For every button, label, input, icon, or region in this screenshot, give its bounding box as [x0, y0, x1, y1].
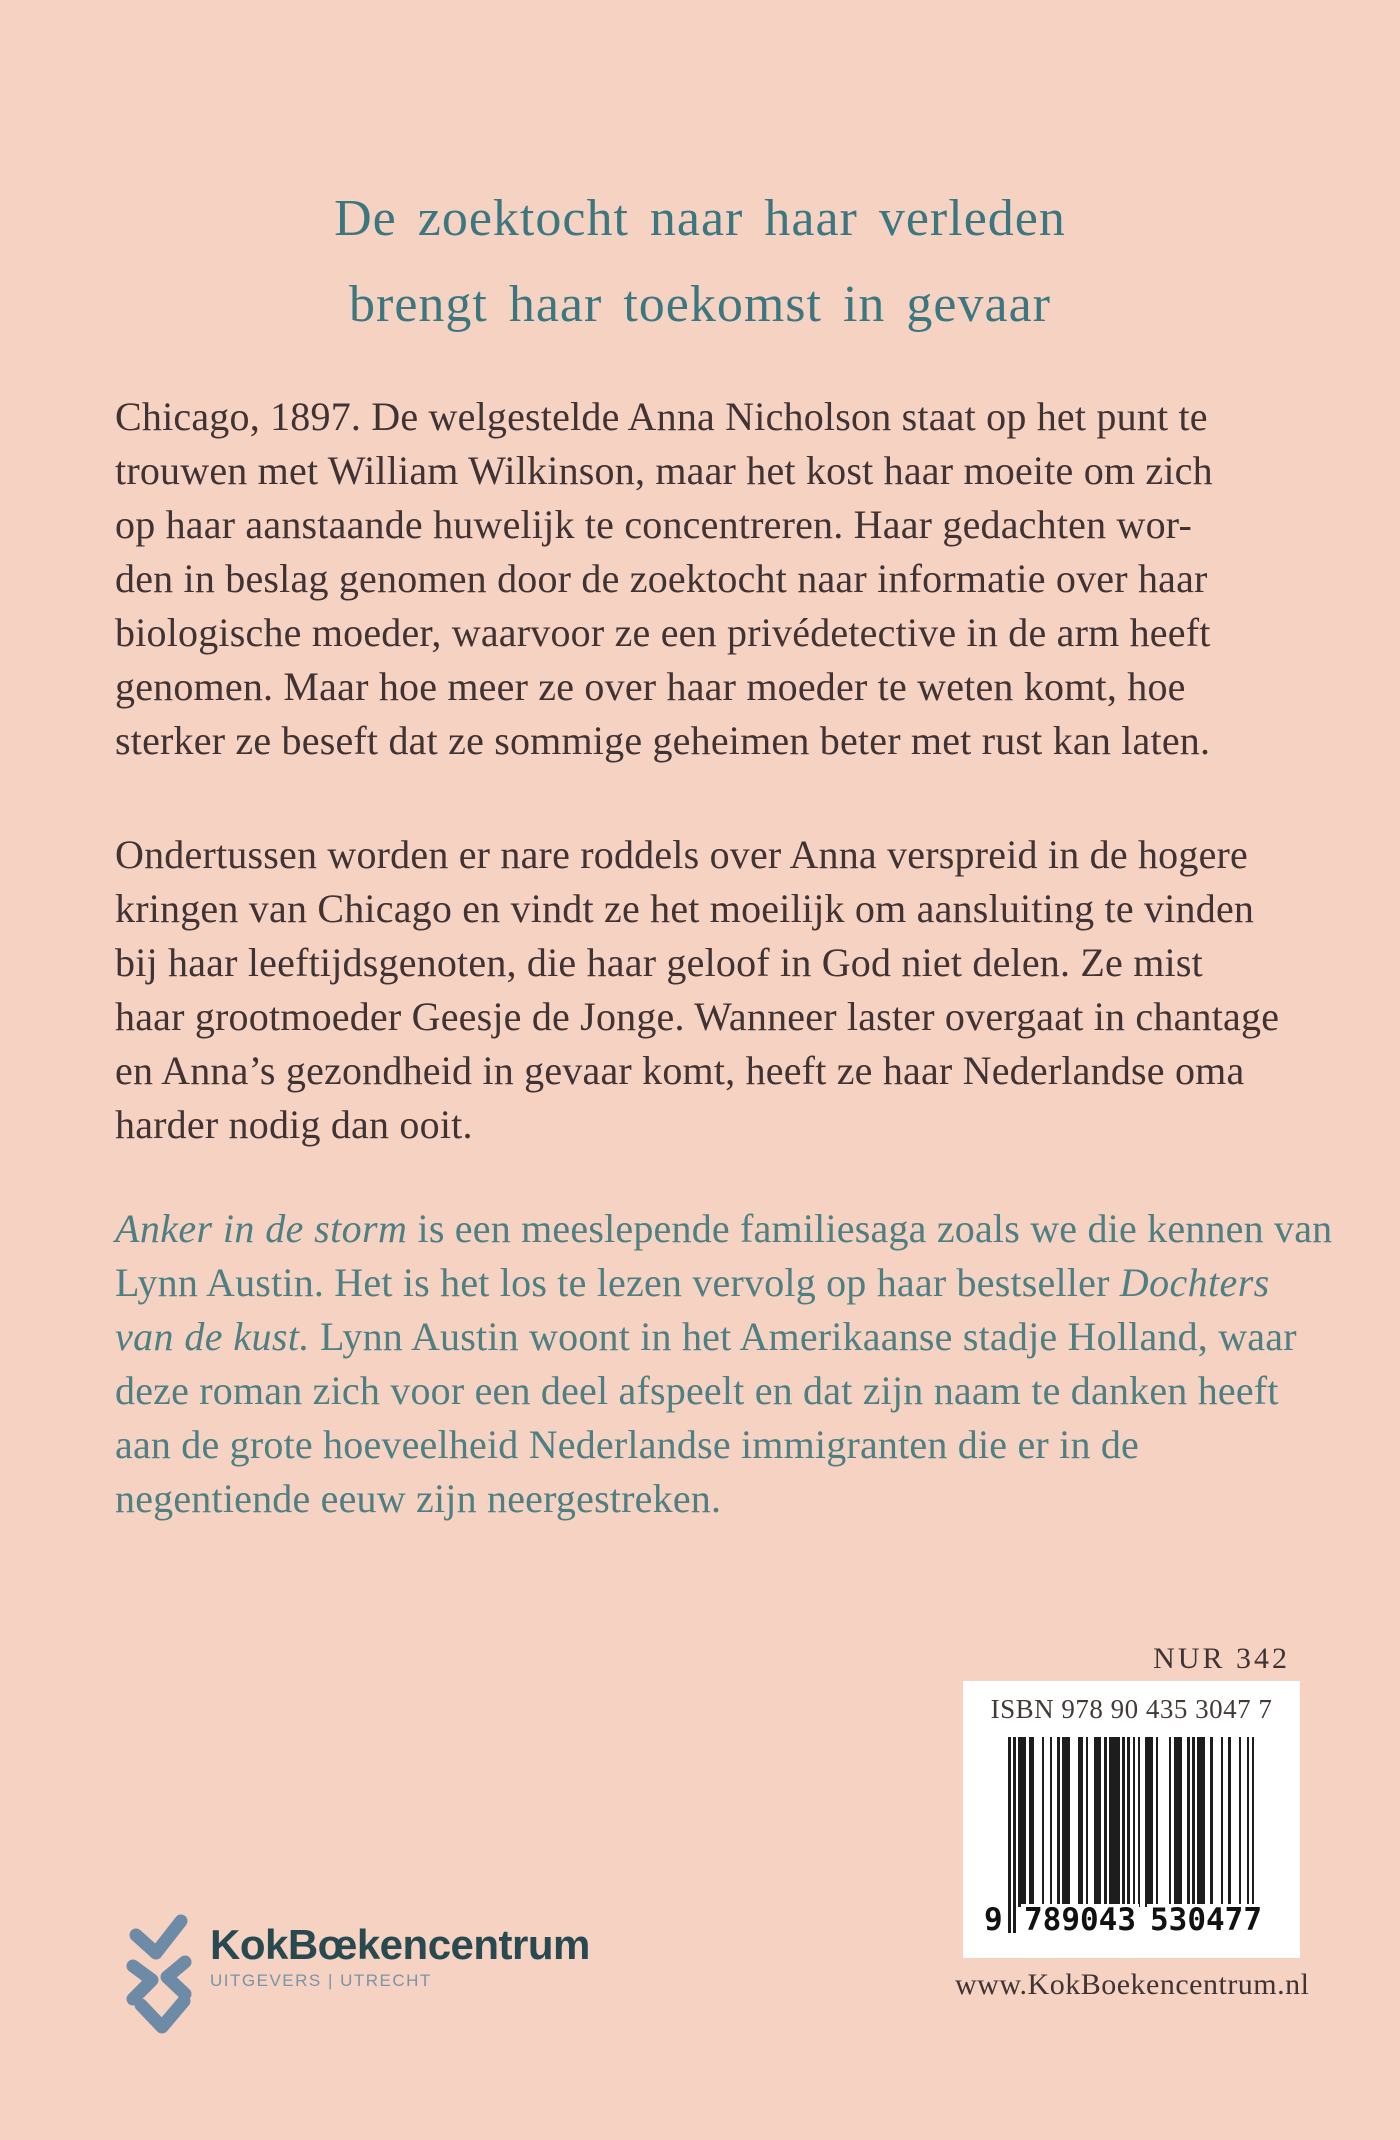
publisher-name: KokBœkencentrum — [210, 1921, 590, 1968]
text-line: brengt haar toekomst in gevaar — [349, 276, 1051, 333]
publisher-tagline: UITGEVERS | UTRECHT — [210, 1971, 432, 1990]
text-line: Chicago, 1897. De welgestelde Anna Nicholson staat op het punt te — [115, 394, 1208, 439]
text-line: sterker ze beseft dat ze sommige geheimen beter met rust kan laten. — [115, 718, 1211, 763]
barcode-digits — [963, 1904, 1300, 1936]
barcode-digits-left: 789043 — [1021, 1904, 1139, 1936]
synopsis-paragraph-1 — [115, 390, 1213, 768]
text-line: Ondertussen worden er nare roddels over Anna verspreid in de hogere — [115, 832, 1249, 877]
headline — [0, 176, 1400, 348]
barcode-digits-right: 530477 — [1147, 1904, 1265, 1936]
text-line: harder nodig dan ooit. — [115, 1102, 473, 1147]
text-line: De zoektocht naar haar verleden — [334, 190, 1066, 247]
text-line: deze roman zich voor een deel afspeelt en dat zijn naam te danken heeft — [115, 1368, 1279, 1413]
publisher-website: www.KokBoekencentrum.nl — [955, 1968, 1310, 2001]
about-author-paragraph — [115, 1202, 1332, 1526]
text-line: kringen van Chicago en vindt ze het moeilijk om aansluiting te vinden — [115, 886, 1255, 931]
text-line: en Anna’s gezondheid in gevaar komt, heeft ze haar Nederlandse oma — [115, 1048, 1245, 1093]
text-line: trouwen met William Wilkinson, maar het kost haar moeite om zich — [115, 448, 1213, 493]
text-line: aan de grote hoeveelheid Nederlandse immigranten die er in de — [115, 1422, 1139, 1467]
text-line: den in beslag genomen door de zoektocht naar informatie over haar — [115, 556, 1208, 601]
nur-label: NUR 342 — [1153, 1642, 1290, 1675]
text-line: haar grootmoeder Geesje de Jonge. Wanneer laster overgaat in chantage — [115, 994, 1280, 1039]
synopsis-paragraph-2 — [115, 828, 1279, 1152]
isbn-label: ISBN 978 90 435 3047 7 — [990, 1694, 1273, 1724]
text-line: Lynn Austin. Het is het los te lezen vervolg op haar bestseller Dochters — [115, 1260, 1270, 1305]
text-line: Anker in de storm is een meeslepende familiesaga zoals we die kennen van — [115, 1206, 1333, 1251]
text-line: bij haar leeftijdsgenoten, die haar geloof in God niet delen. Ze mist — [115, 940, 1203, 985]
barcode-digit-first: 9 — [984, 1902, 1003, 1938]
isbn-barcode-box — [963, 1681, 1300, 1958]
text-line: genomen. Maar hoe meer ze over haar moeder te weten komt, hoe — [115, 664, 1186, 709]
text-line: negentiende eeuw zijn neergestreken. — [115, 1476, 722, 1521]
text-line: biologische moeder, waarvoor ze een privédetective in de arm heeft — [115, 610, 1211, 655]
logo-mark-icon — [126, 1908, 192, 2036]
publisher-text — [210, 1921, 810, 1991]
text-line: van de kust. Lynn Austin woont in het Amerikaanse stadje Holland, waar — [115, 1314, 1297, 1359]
text-line: op haar aanstaande huwelijk te concentreren. Haar gedachten wor- — [115, 502, 1193, 547]
